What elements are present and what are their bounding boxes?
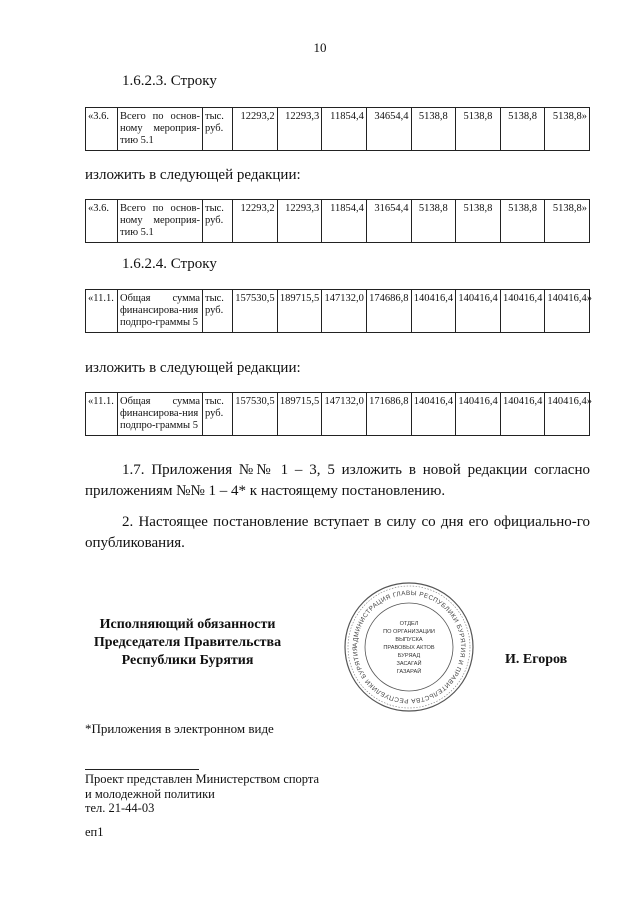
row-value: 147132,0 xyxy=(322,393,367,436)
row-value: 140416,4» xyxy=(545,393,590,436)
row-value: 5138,8 xyxy=(456,200,501,243)
author-block xyxy=(85,772,319,816)
row-value: 171686,8 xyxy=(366,393,411,436)
row-value: 34654,4 xyxy=(366,108,411,151)
instruction-text: изложить в следующей редакции: xyxy=(85,360,301,376)
row-name: Всего по основ-ному мероприя-тию 5.1 xyxy=(118,200,203,243)
document-code: еп1 xyxy=(85,825,104,839)
footnote-separator xyxy=(85,769,199,770)
stamp-text: БУРЯАД xyxy=(397,653,421,659)
row-value: 31654,4 xyxy=(366,200,411,243)
paragraph-2: 2. Настоящее постановление вступает в силу со дня его официально-го опубликования. xyxy=(85,514,590,551)
footnote: *Приложения в электронном виде xyxy=(85,721,274,736)
official-stamp xyxy=(342,580,476,714)
paragraph-1-7: 1.7. Приложения №№ 1 – 3, 5 изложить в новой редакции согласно приложениям №№ 1 – 4* к настоящему постановлению. xyxy=(85,462,590,499)
row-number: «11.1. xyxy=(86,290,118,333)
row-value: 140416,4 xyxy=(456,393,501,436)
row-value: 12293,3 xyxy=(277,108,322,151)
row-value: 140416,4 xyxy=(456,290,501,333)
stamp-text: ЗАСАГАЙ xyxy=(396,661,422,667)
signer-name: И. Егоров xyxy=(505,652,568,667)
stamp-ring-text: АДМИНИСТРАЦИЯ ГЛАВЫ РЕСПУБЛИКИ БУРЯТИЯ И ПРАВИТЕЛЬСТВА РЕСПУБЛИКИ БУРЯТИЯ xyxy=(351,589,467,705)
stamp-text: ВЫПУСКА xyxy=(395,637,423,643)
table-row-3-6-old xyxy=(85,107,590,151)
row-number: «3.6. xyxy=(86,200,118,243)
row-value: 12293,2 xyxy=(233,200,278,243)
row-value: 157530,5 xyxy=(233,290,278,333)
row-value: 140416,4 xyxy=(411,393,456,436)
row-name: Всего по основ-ному мероприя-тию 5.1 xyxy=(118,108,203,151)
row-unit: тыс. руб. xyxy=(203,200,233,243)
row-value: 157530,5 xyxy=(233,393,278,436)
signature-line: Республики Бурятия xyxy=(121,653,254,668)
table-row-11-1-old xyxy=(85,289,590,333)
row-unit: тыс. руб. xyxy=(203,108,233,151)
signature-line: Исполняющий обязанности xyxy=(99,617,276,632)
signature-line: Председателя Правительства xyxy=(93,635,282,650)
row-number: «3.6. xyxy=(86,108,118,151)
author-line: тел. 21-44-03 xyxy=(85,801,155,815)
table-row-3-6-new xyxy=(85,199,590,243)
row-value: 5138,8 xyxy=(500,200,545,243)
row-value: 5138,8 xyxy=(500,108,545,151)
stamp-text: ГАЗАРАЙ xyxy=(396,669,422,675)
row-value: 140416,4 xyxy=(500,290,545,333)
author-line: и молодежной политики xyxy=(85,786,215,801)
row-name: Общая сумма финансирова-ния подпро-граммы 5 xyxy=(118,290,203,333)
row-value: 140416,4 xyxy=(500,393,545,436)
row-number: «11.1. xyxy=(86,393,118,436)
section-heading-1624: 1.6.2.4. Строку xyxy=(122,256,217,272)
row-name: Общая сумма финансирова-ния подпро-граммы 5 xyxy=(118,393,203,436)
row-value: 140416,4» xyxy=(545,290,590,333)
row-value: 5138,8 xyxy=(411,108,456,151)
row-value: 147132,0 xyxy=(322,290,367,333)
table-row-11-1-new xyxy=(85,392,590,436)
row-unit: тыс. руб. xyxy=(203,290,233,333)
stamp-text: ОТДЕЛ xyxy=(399,621,419,627)
row-value: 5138,8» xyxy=(545,108,590,151)
row-value: 12293,3 xyxy=(277,200,322,243)
row-value: 11854,4 xyxy=(322,108,367,151)
row-value: 189715,5 xyxy=(277,290,322,333)
row-value: 11854,4 xyxy=(322,200,367,243)
row-value: 189715,5 xyxy=(277,393,322,436)
row-unit: тыс. руб. xyxy=(203,393,233,436)
row-value: 5138,8 xyxy=(411,200,456,243)
stamp-text: ПРАВОВЫХ АКТОВ xyxy=(383,645,435,651)
section-heading-1623: 1.6.2.3. Строку xyxy=(122,73,217,89)
row-value: 140416,4 xyxy=(411,290,456,333)
row-value: 174686,8 xyxy=(366,290,411,333)
instruction-text: изложить в следующей редакции: xyxy=(85,167,301,183)
row-value: 5138,8 xyxy=(456,108,501,151)
author-line: Проект представлен Министерством спорта xyxy=(85,772,320,786)
row-value: 12293,2 xyxy=(233,108,278,151)
page-number: 10 xyxy=(313,40,327,55)
signature-block xyxy=(85,616,290,670)
stamp-text: ПО ОРГАНИЗАЦИИ xyxy=(383,629,435,635)
row-value: 5138,8» xyxy=(545,200,590,243)
